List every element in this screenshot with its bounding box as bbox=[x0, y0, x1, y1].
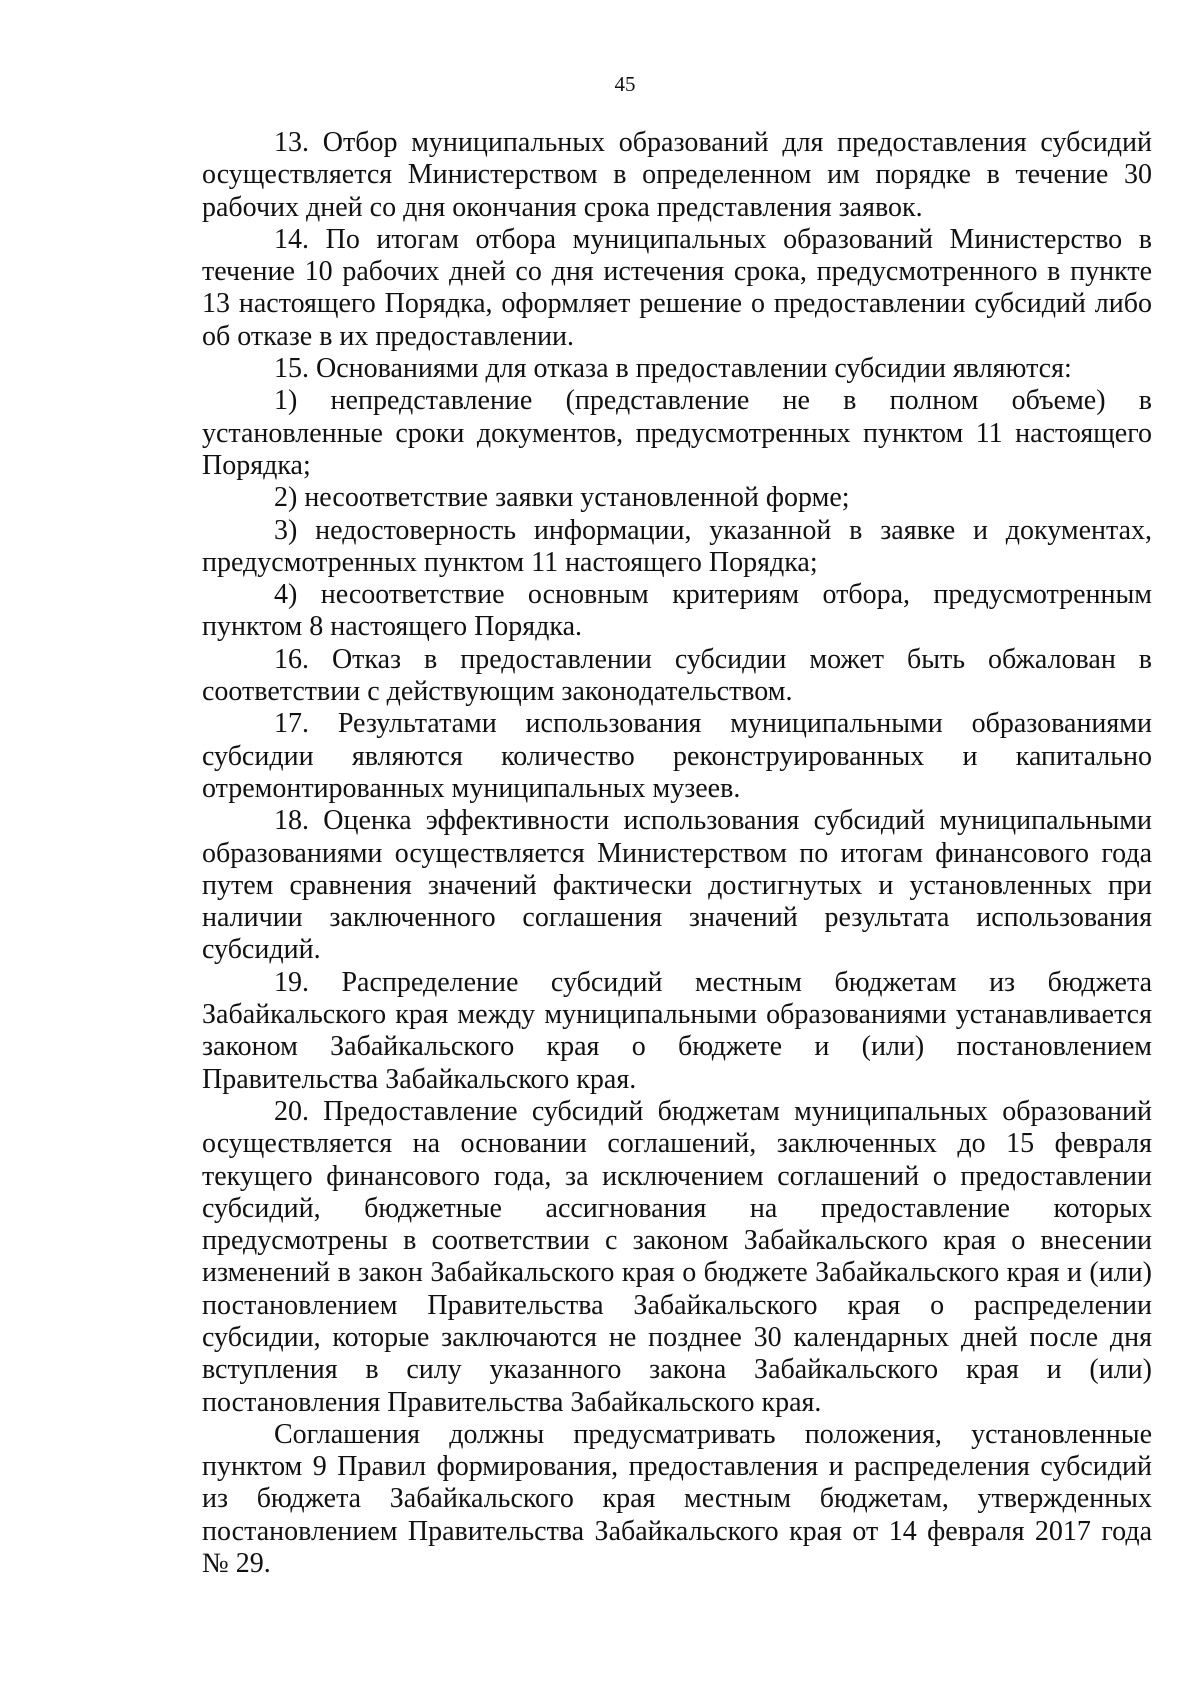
paragraph-14: 14. По итогам отбора муниципальных образований Министерство в течение 10 рабочих дней со дня истечения срока, предусмотренного в пункте 13 настоящего Порядка, оформляет решение о предоставлении субсидий либо об отказе в их предоставлении. bbox=[202, 223, 1152, 352]
paragraph-agreements: Соглашения должны предусматривать положения, установленные пунктом 9 Правил формирования, предоставления и распределения субсидий из бюджета Забайкальского края местным бюджетам, утвержденных постановлением Правительства Забайкальского края от 14 февраля 2017 года № 29. bbox=[202, 1418, 1152, 1580]
paragraph-15: 15. Основаниями для отказа в предоставлении субсидии являются: bbox=[274, 353, 1072, 385]
paragraph-15-item-1: 1) непредставление (представление не в полном объеме) в установленные сроки документов, предусмотренных пунктом 11 настоящего Порядка; bbox=[202, 385, 1152, 481]
paragraph-15-item-4: 4) несоответствие основным критериям отбора, предусмотренным пунктом 8 настоящего Порядка. bbox=[202, 579, 1152, 643]
paragraph-15-item-2: 2) несоответствие заявки установленной форме; bbox=[274, 482, 850, 514]
document-body bbox=[202, 127, 1152, 1580]
paragraph-20: 20. Предоставление субсидий бюджетам муниципальных образований осуществляется на основании соглашений, заключенных до 15 февраля текущего финансового года, за исключением соглашений о предоставлении субсидий, бюджетные ассигнования на предоставление которых предусмотрены в соответствии с законом Забайкальского края о внесении изменений в закон Забайкальского края о бюджете Забайкальского края и (или) постановлением Правительства Забайкальского края о распределении субсидии, которые заключаются не позднее 30 календарных дней после дня вступления в силу указанного закона Забайкальского края и (или) постановления Правительства Забайкальского края. bbox=[202, 1095, 1152, 1418]
paragraph-13: 13. Отбор муниципальных образований для предоставления субсидий осуществляется Министерством в определенном им порядке в течение 30 рабочих дней со дня окончания срока представления заявок. bbox=[202, 127, 1152, 223]
paragraph-19: 19. Распределение субсидий местным бюджетам из бюджета Забайкальского края между муниципальными образованиями устанавливается законом Забайкальского края о бюджете и (или) постановлением Правительства Забайкальского края. bbox=[202, 966, 1152, 1095]
page-number: 45 bbox=[614, 72, 636, 96]
paragraph-18: 18. Оценка эффективности использования субсидий муниципальными образованиями осуществляется Министерством по итогам финансового года путем сравнения значений фактически достигнутых и установленных при наличии заключенного соглашения значений результата использования субсидий. bbox=[202, 805, 1152, 966]
paragraph-16: 16. Отказ в предоставлении субсидии может быть обжалован в соответствии с действующим законодательством. bbox=[202, 643, 1152, 708]
paragraph-17: 17. Результатами использования муниципальными образованиями субсидии являются количество реконструированных и капитально отремонтированных муниципальных музеев. bbox=[202, 708, 1152, 804]
paragraph-15-item-3: 3) недостоверность информации, указанной в заявке и документах, предусмотренных пунктом 11 настоящего Порядка; bbox=[202, 514, 1152, 578]
